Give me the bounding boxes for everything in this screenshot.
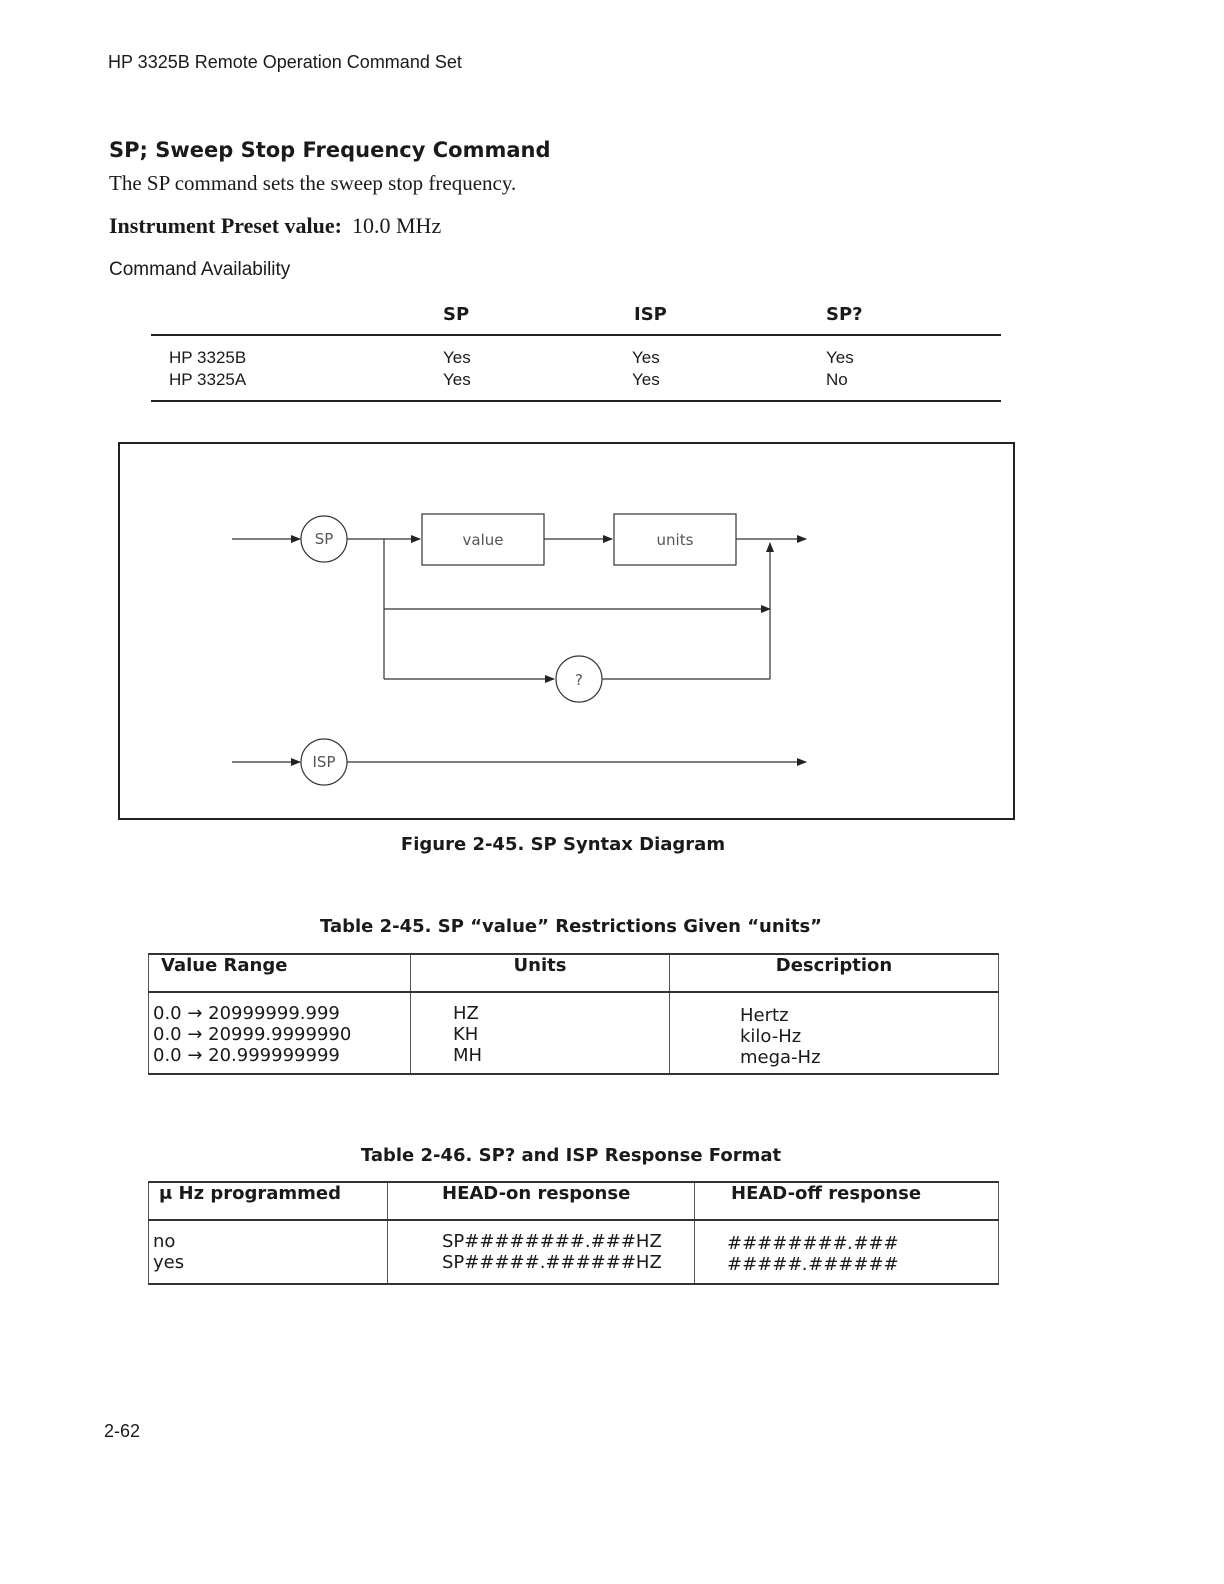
table-45-caption: Table 2-45. SP “value” Restrictions Given “units” [320,916,822,937]
restrictions-table [148,953,999,1075]
col-header-isp: ISP [634,304,667,325]
sp-node-label: SP [314,530,334,548]
value-box-label: value [462,531,504,549]
sp-cell: Yes [443,348,471,367]
col-header-sp: SP [443,304,470,325]
table-46-caption: Table 2-46. SP? and ISP Response Format [360,1145,782,1166]
head-off-cell [695,1220,999,1284]
units-value: KH [453,1024,479,1045]
col-header-programmed: μ Hz programmed [149,1182,388,1220]
col-header-value-range: Value Range [149,954,411,992]
model-cell: HP 3325B [169,348,247,367]
spq-cell: No [826,370,848,389]
col-header-spq: SP? [826,304,863,325]
units-box-label: units [656,531,694,549]
page-number: 2-62 [104,1421,141,1441]
availability-label: Command Availability [109,259,291,280]
table-header-row [149,1182,999,1220]
description-value: kilo-Hz [740,1026,802,1047]
table-body-row [149,992,999,1074]
programmed-value: no [153,1231,176,1252]
running-head: HP 3325B Remote Operation Command Set [108,52,462,72]
description-cell [670,992,999,1074]
col-header-description: Description [670,954,999,992]
description-value: mega-Hz [740,1047,821,1068]
head-off-value: ########.### [727,1233,899,1254]
availability-header [151,300,1001,336]
model-cell: HP 3325A [169,370,247,389]
head-on-value: SP#####.######HZ [442,1252,662,1273]
response-format-table [148,1181,999,1285]
range-value: 0.0 → 20999999.999 [153,1003,340,1024]
col-header-head-off: HEAD-off response [695,1182,999,1220]
units-value: HZ [453,1003,479,1024]
description-value: Hertz [740,1005,789,1026]
units-value: MH [453,1045,483,1066]
range-value: 0.0 → 20.999999999 [153,1045,340,1066]
spq-cell: Yes [826,348,854,367]
table-row [151,348,1001,370]
section-description: The SP command sets the sweep stop frequency. [109,171,517,195]
syntax-diagram-svg [120,444,1013,818]
sp-cell: Yes [443,370,471,389]
preset-label: Instrument Preset value: [109,213,342,238]
col-header-units: Units [411,954,670,992]
table-body-row [149,1220,999,1284]
table-row [151,370,1001,392]
isp-cell: Yes [632,370,660,389]
syntax-diagram [118,442,1015,820]
head-off-value: #####.###### [727,1254,899,1275]
section-title: SP; Sweep Stop Frequency Command [109,138,551,162]
head-on-value: SP########.###HZ [442,1231,662,1252]
isp-node-label: ISP [312,753,336,771]
isp-cell: Yes [632,348,660,367]
table-header-row [149,954,999,992]
preset-line [109,213,441,239]
figure-caption: Figure 2-45. SP Syntax Diagram [400,834,726,855]
programmed-cell [149,1220,388,1284]
range-cell [149,992,411,1074]
preset-value: 10.0 MHz [352,213,442,238]
col-header-head-on: HEAD-on response [388,1182,695,1220]
head-on-cell [388,1220,695,1284]
query-node-label: ? [575,671,583,689]
availability-body [151,336,1001,402]
units-cell [411,992,670,1074]
availability-table [151,300,1001,402]
programmed-value: yes [153,1252,185,1273]
range-value: 0.0 → 20999.9999990 [153,1024,352,1045]
